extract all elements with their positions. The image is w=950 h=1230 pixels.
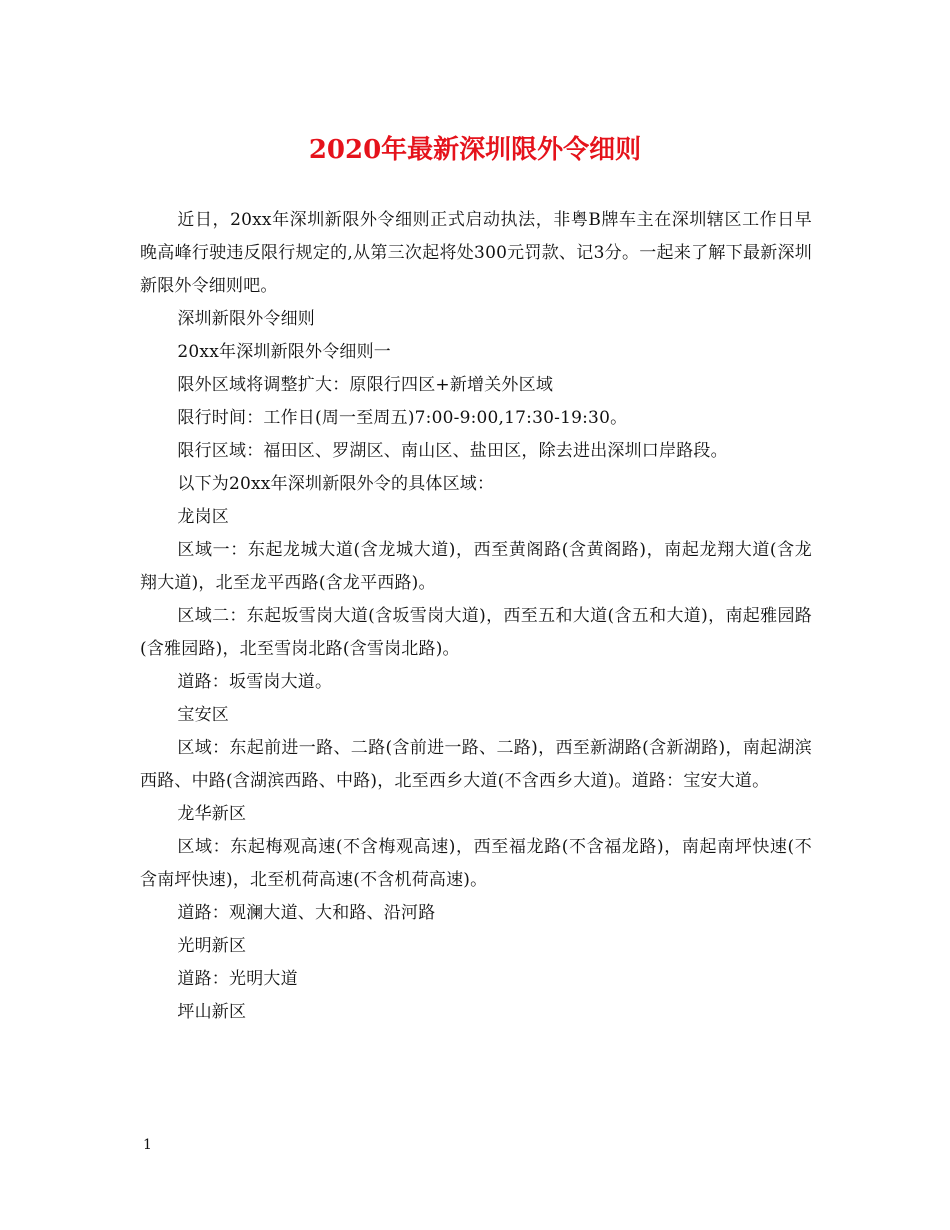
paragraph-longgang: 龙岗区 [177, 507, 229, 527]
paragraph-longhua-road: 道路：观澜大道、大和路、沿河路 [177, 903, 436, 923]
paragraph-longhua: 龙华新区 [177, 804, 247, 824]
paragraph-longhua-area: 区域：东起梅观高速(不含梅观高速)，西至福龙路(不含福龙路)，南起南坪快速(不含南坪快速)，北至机荷高速(不含机荷高速)。 [140, 837, 812, 890]
paragraph-baoan: 宝安区 [177, 705, 229, 725]
paragraph-pingshan: 坪山新区 [177, 1002, 247, 1022]
paragraph-restriction-area: 限行区域：福田区、罗湖区、南山区、盐田区，除去进出深圳口岸路段。 [177, 441, 728, 461]
paragraph-baoan-area: 区域：东起前进一路、二路(含前进一路、二路)，西至新湖路(含新湖路)，南起湖滨西路、中路(含湖滨西路、中路)，北至西乡大道(不含西乡大道)。道路：宝安大道。 [140, 738, 812, 791]
paragraph-longgang-area-one: 区域一：东起龙城大道(含龙城大道)，西至黄阁路(含黄阁路)，南起龙翔大道(含龙翔大道)，北至龙平西路(含龙平西路)。 [140, 540, 812, 593]
paragraph-heading-rules-one: 20xx年深圳新限外令细则一 [177, 342, 391, 362]
document-title: 2020年最新深圳限外令细则 [308, 135, 642, 165]
paragraph-intro: 近日，20xx年深圳新限外令细则正式启动执法，非粤B牌车主在深圳辖区工作日早晚高峰行驶违反限行规定的,从第三次起将处300元罚款、记3分。一起来了解下最新深圳新限外令细则吧。 [140, 210, 812, 296]
paragraph-guangming-road: 道路：光明大道 [177, 969, 298, 989]
paragraph-heading-rules: 深圳新限外令细则 [177, 309, 315, 329]
paragraph-longgang-area-two: 区域二：东起坂雪岗大道(含坂雪岗大道)，西至五和大道(含五和大道)，南起雅园路(含雅园路)，北至雪岗北路(含雪岗北路)。 [140, 606, 812, 659]
document-body [140, 204, 812, 1029]
paragraph-area-expansion: 限外区域将调整扩大：原限行四区+新增关外区域 [177, 375, 554, 395]
paragraph-guangming: 光明新区 [177, 936, 247, 956]
paragraph-longgang-road: 道路：坂雪岗大道。 [177, 672, 333, 692]
paragraph-specific-areas: 以下为20xx年深圳新限外令的具体区域： [177, 474, 495, 494]
paragraph-restriction-time: 限行时间：工作日(周一至周五)7:00-9:00,17:30-19:30。 [177, 408, 628, 428]
page-number: 1 [143, 1137, 152, 1153]
